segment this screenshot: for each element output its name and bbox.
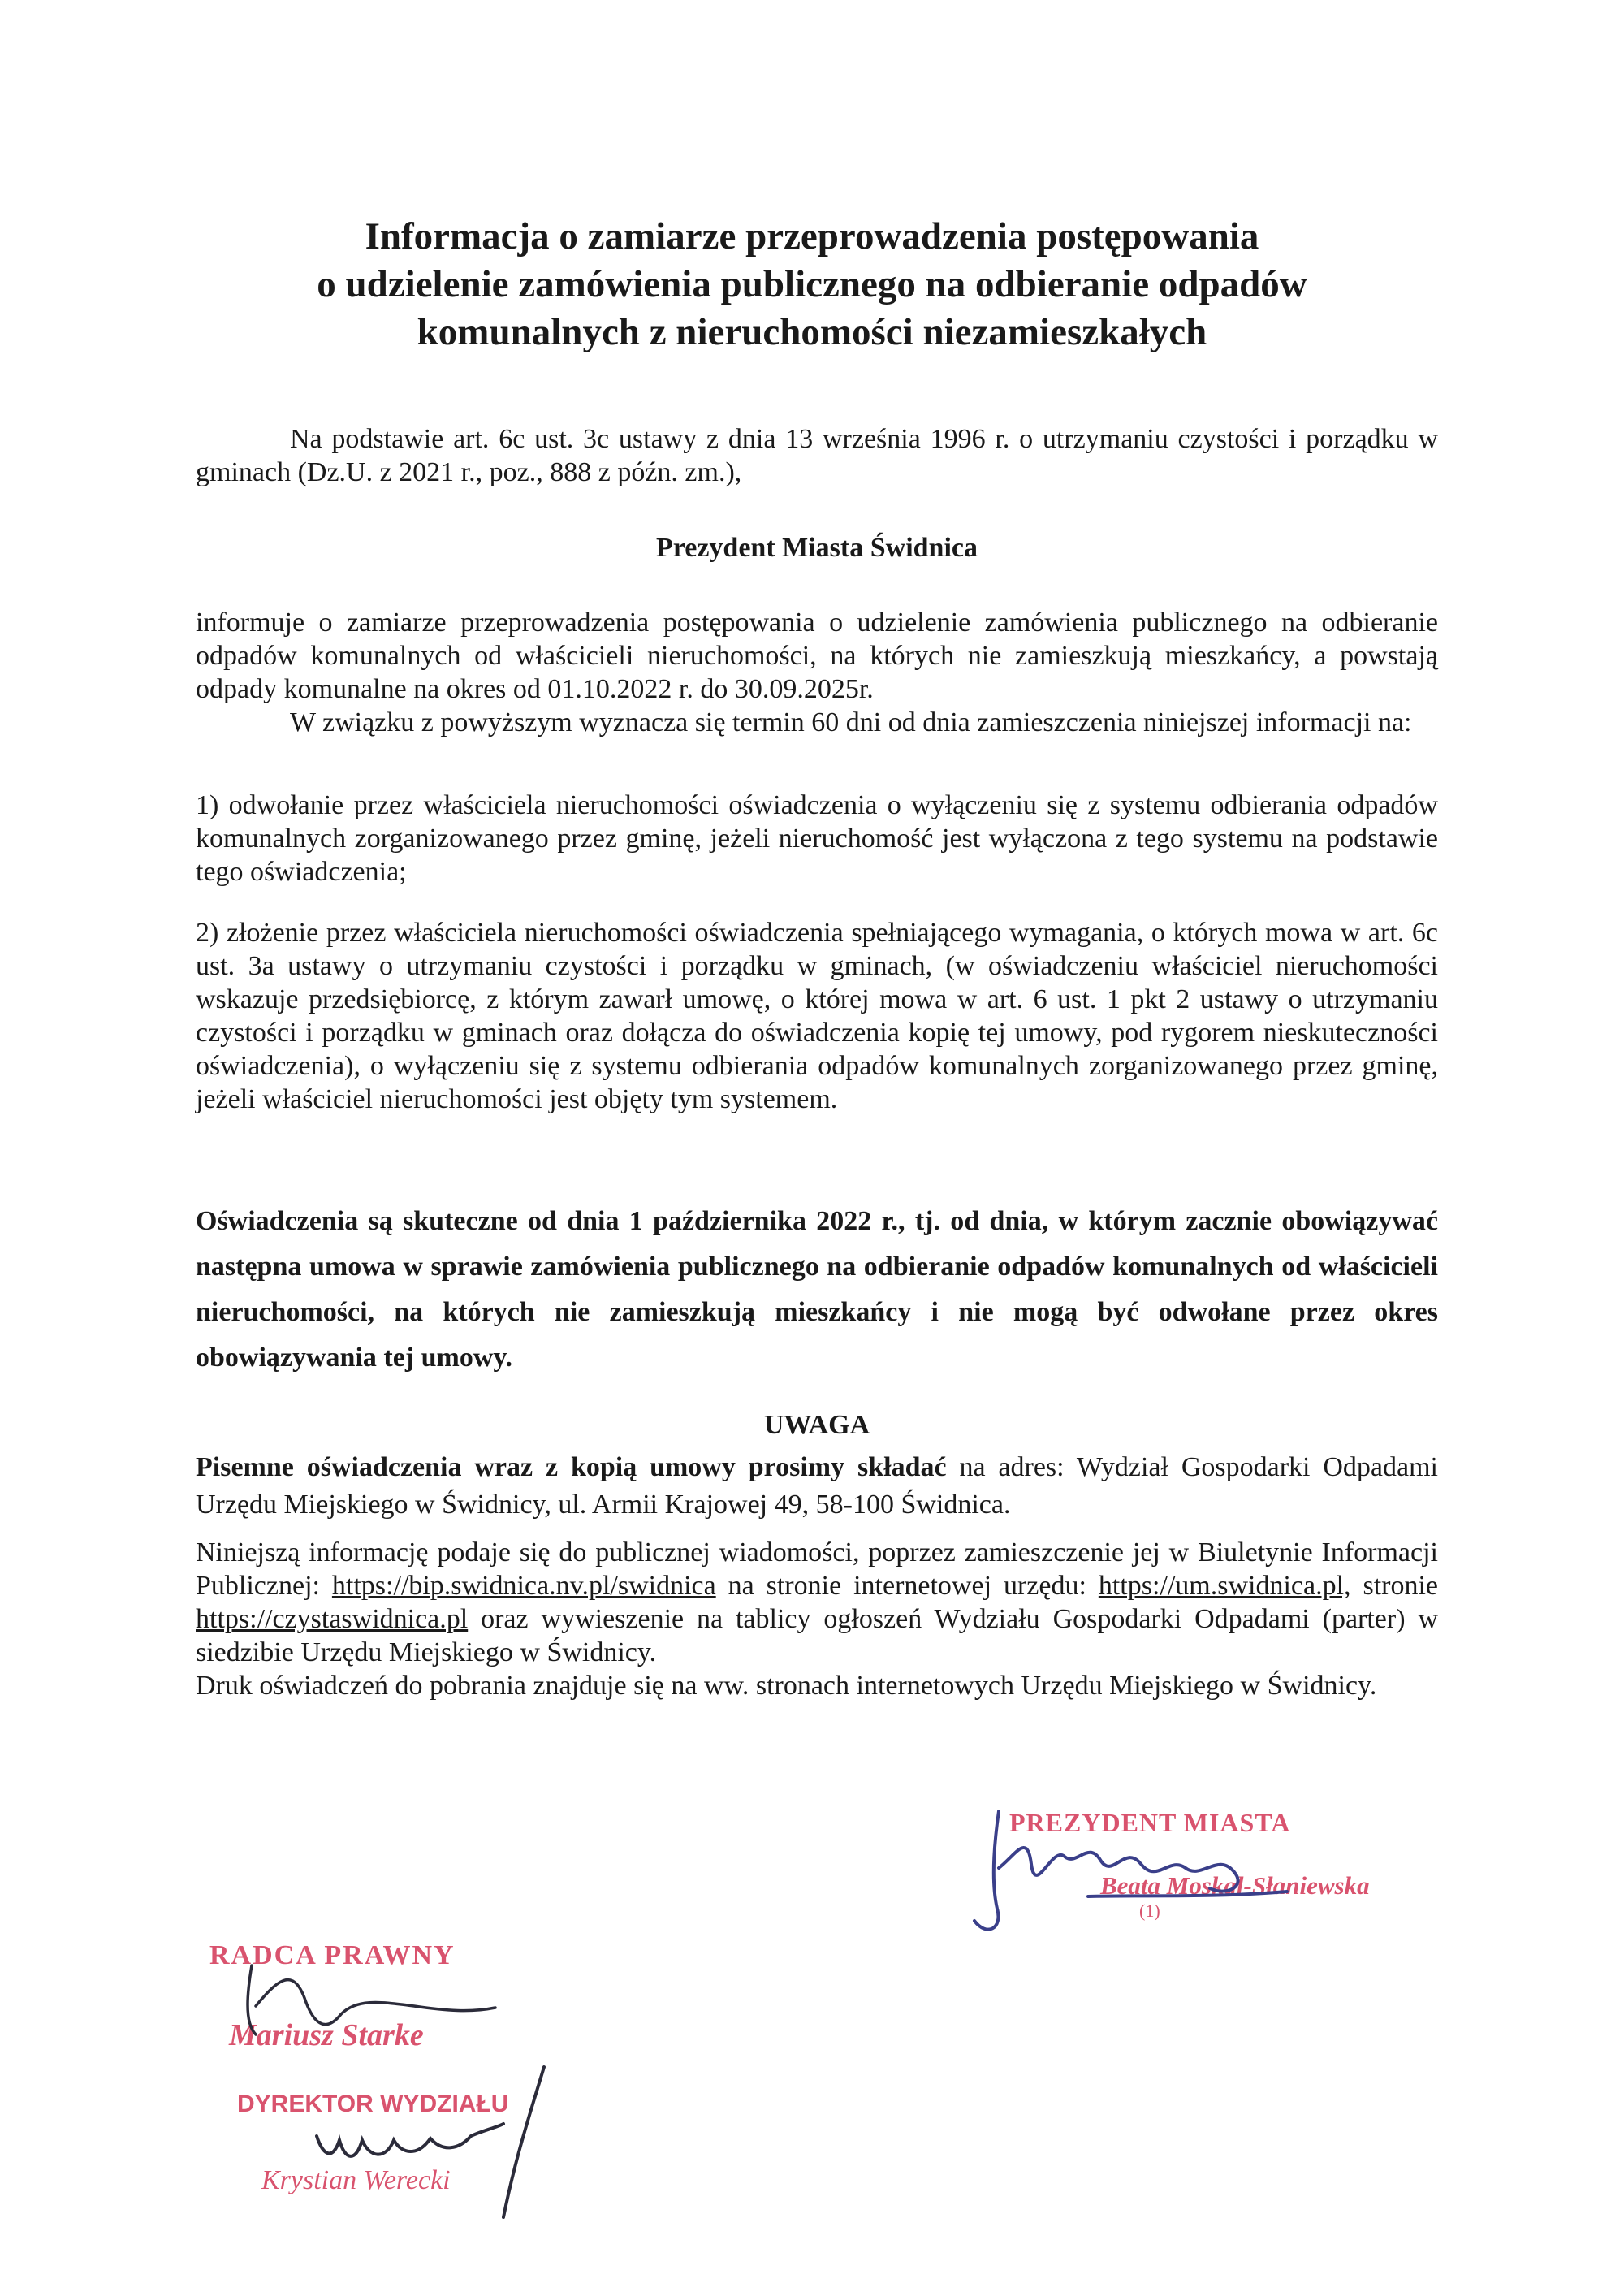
director-stamp-title: DYREKTOR WYDZIAŁU (237, 2091, 509, 2117)
publication-text-3: stronie (1350, 1571, 1439, 1601)
point-2-paragraph: 2) złożenie przez właściciela nieruchomości oświadczenia spełniającego wymagania, o których mowa w art. 6c ust. 3a ustawy o utrzymaniu czystości i porządku w gminach, (w oświadczeniu właściciel nieruchomości wskazuje przedsiębiorcę, z którym zawarł umowę, o której mowa w art. 6 ust. 1 pkt 2 ustawy o utrzymaniu czystości i porządku w gminach oraz dołącza do oświadczenia kopię tej umowy, pod rygorem nieskuteczności oświadczenia), o wyłączeniu się z systemu odbierania odpadów komunalnych zorganizowanego przez gminę, jeżeli właściciel nieruchomości jest objęty tym systemem. (196, 918, 1438, 1114)
director-signature-icon (309, 2059, 560, 2221)
authority-heading: Prezydent Miasta Świdnica (655, 533, 978, 563)
president-signature-icon (966, 1807, 1307, 1937)
president-stamp-title: PREZYDENT MIASTA (1009, 1808, 1291, 1837)
czysta-link[interactable]: https://czystaswidnica.pl (196, 1604, 469, 1634)
forms-paragraph: Druk oświadczeń do pobrania znajduje się na ww. stronach internetowych Urzędu Miejskiego w Świdnicy. (196, 1671, 1377, 1701)
submission-address: na adres: Wydział Gospodarki Odpadami Urzędu Miejskiego w Świdnicy, ul. Armii Krajowej 49, 58-100 Świdnica. (196, 1452, 1438, 1520)
document-title (195, 213, 1429, 357)
submission-lead: Pisemne oświadczenia wraz z kopią umowy prosimy składać (196, 1452, 947, 1482)
publication-text-2: na stronie internetowej urzędu: (715, 1571, 1099, 1601)
legal-basis-paragraph: Na podstawie art. 6c ust. 3c ustawy z dnia 13 września 1996 r. o utrzymaniu czystości i porządku w gminach (Dz.U. z 2021 r., poz., 888 z późn. zm.), (196, 424, 1438, 487)
title-line-1: Informacja o zamiarze przeprowadzenia postępowania (365, 215, 1259, 257)
publication-text-4: oraz wywieszenie na tablicy ogłoszeń Wydziału Gospodarki Odpadami (parter) w siedzibie Urzędu Miejskiego w Świdnicy. (196, 1604, 1438, 1667)
president-stamp-name: Beata Moskal-Słaniewska (1100, 1871, 1370, 1900)
lawyer-signature-icon (227, 1957, 503, 2047)
um-link[interactable]: https://um.swidnica.pl, (1098, 1571, 1351, 1601)
intro-paragraph: informuje o zamiarze przeprowadzenia postępowania o udzielenie zamówienia publicznego na odbieranie odpadów komunalnych od właścicieli nieruchomości, na których nie zamieszkują mieszkańcy, a powstają odpady komunalne na okres od 01.10.2022 r. do 30.09.2025r. (196, 608, 1438, 704)
effective-date-paragraph: Oświadczenia są skuteczne od dnia 1 października 2022 r., tj. od dnia, w którym zacznie obowiązywać następna umowa w sprawie zamówienia publicznego na odbieranie odpadów komunalnych od właścicieli nieruchomości, na których nie zamieszkują mieszkańcy i nie mogą być odwołane przez okres obowiązywania tej umowy. (196, 1206, 1438, 1373)
point-1-paragraph: 1) odwołanie przez właściciela nieruchomości oświadczenia o wyłączeniu się z systemu odbierania odpadów komunalnych zorganizowanego przez gminę, jeżeli nieruchomość jest wyłączona z tego systemu na podstawie tego oświadczenia; (196, 790, 1438, 887)
title-line-3: komunalnych z nieruchomości niezamieszkałych (417, 311, 1207, 353)
publication-text-1: Niniejszą informację podaje się do publicznej wiadomości, poprzez zamieszczenie jej w Biuletynie Informacji Publicznej: (196, 1537, 1438, 1601)
notice-heading: UWAGA (763, 1410, 870, 1440)
submission-paragraph (196, 1449, 1438, 1524)
lawyer-stamp-name: Mariusz Starke (229, 2018, 424, 2052)
president-stamp-mark: (1) (1139, 1900, 1160, 1921)
director-stamp-name: Krystian Werecki (261, 2165, 451, 2195)
lawyer-stamp-title: RADCA PRAWNY (209, 1940, 456, 1970)
publication-paragraph (196, 1536, 1438, 1669)
deadline-paragraph: W związku z powyższym wyznacza się termin 60 dni od dnia zamieszczenia niniejszej informacji na: (290, 707, 1412, 737)
bip-link[interactable]: https://bip.swidnica.nv.pl/swidnica (331, 1571, 716, 1601)
title-line-2: o udzielenie zamówienia publicznego na odbieranie odpadów (317, 263, 1307, 305)
